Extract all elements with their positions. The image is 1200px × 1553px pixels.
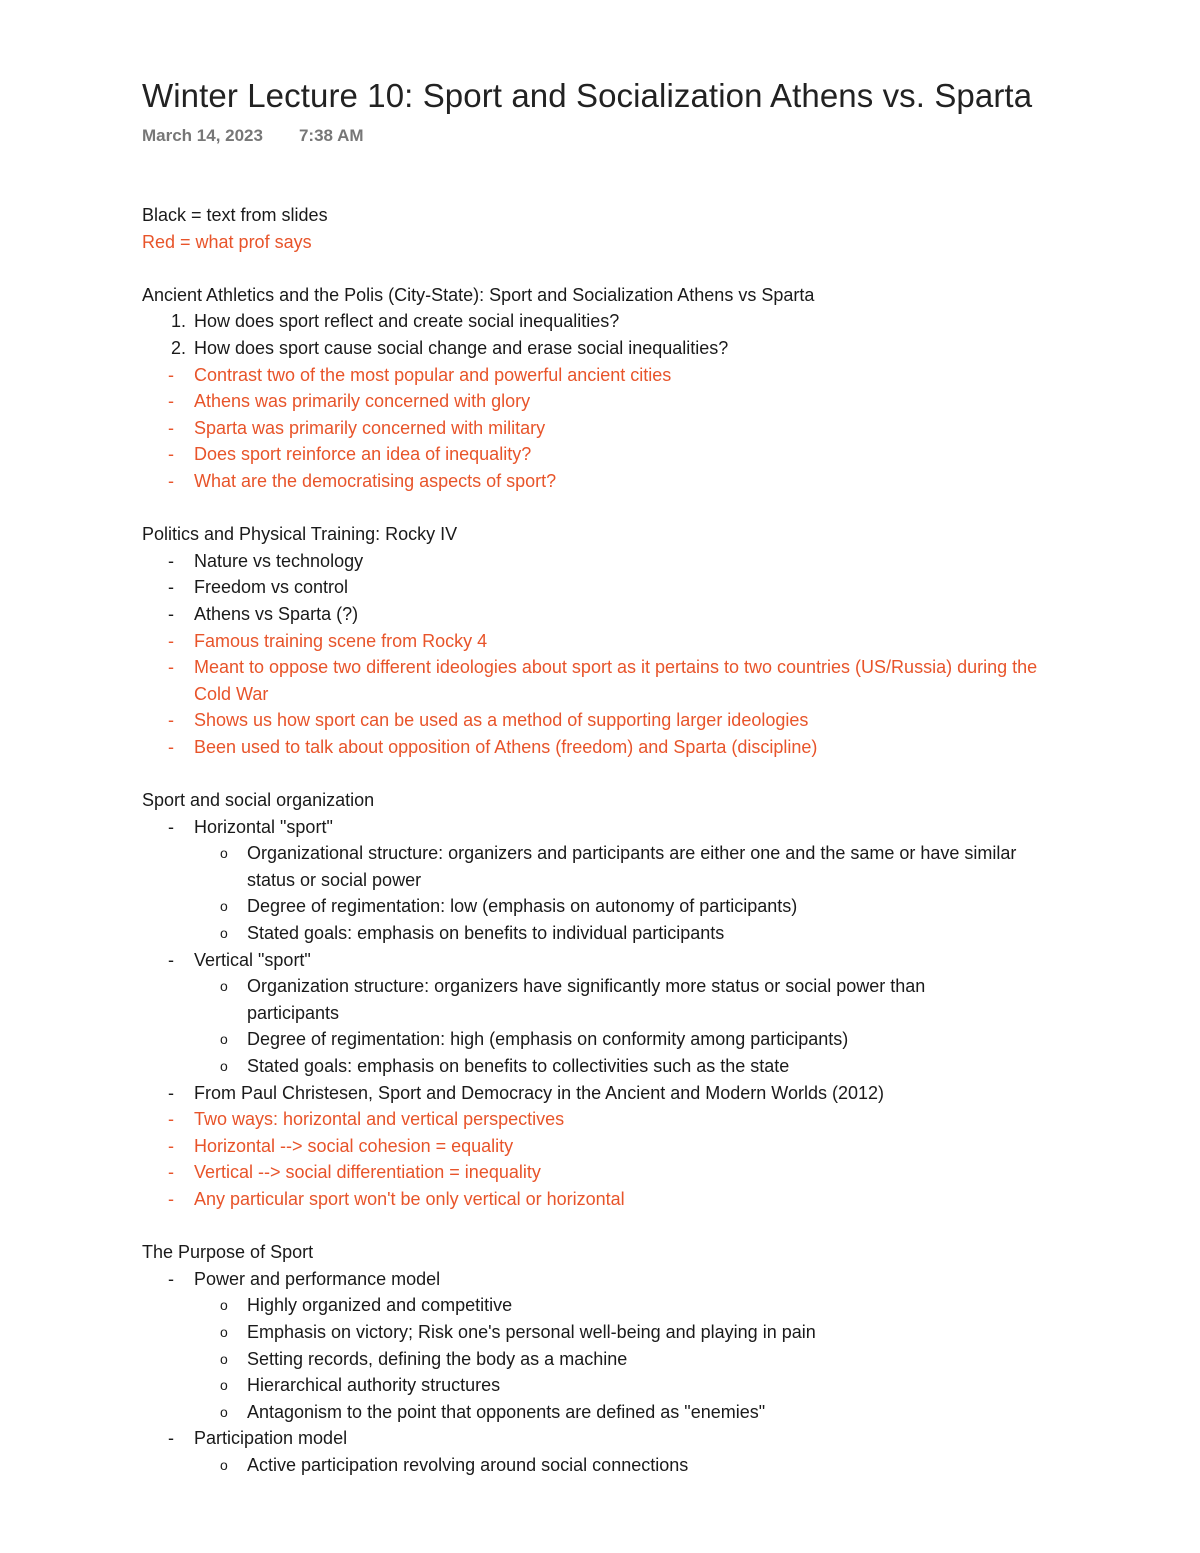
page-title: Winter Lecture 10: Sport and Socialization Athens vs. Sparta [142, 77, 1033, 114]
section-heading: Sport and social organization [142, 790, 375, 811]
prof-note: - Any particular sport won't be only vertical or horizontal [168, 1188, 625, 1209]
bullet-item: - Vertical "sport" [168, 949, 311, 970]
legend-red: Red = what prof says [142, 231, 312, 252]
sub-bullet-item: o Setting records, defining the body as a machine [220, 1348, 628, 1369]
sub-bullet-item: o Highly organized and competitive [220, 1295, 513, 1316]
legend-black: Black = text from slides [142, 205, 328, 225]
bullet-item: - Power and performance model [168, 1268, 441, 1289]
prof-note: - Shows us how sport can be used as a method of supporting larger ideologies [168, 710, 809, 731]
numbered-item: 1. How does sport reflect and create social inequalities? [170, 311, 620, 332]
sub-bullet-item: o Degree of regimentation: high (emphasis on conformity among participants) [220, 1029, 849, 1050]
note-page [142, 76, 1082, 1479]
prof-note: - Vertical --> social differentiation = inequality [168, 1162, 541, 1183]
section-heading: Ancient Athletics and the Polis (City-State): Sport and Socialization Athens vs Sparta [142, 284, 815, 305]
sub-bullet-item: o Antagonism to the point that opponents are defined as "enemies" [220, 1401, 766, 1422]
sub-bullet-item: o Hierarchical authority structures [220, 1375, 501, 1396]
numbered-item: 2. How does sport cause social change and erase social inequalities? [170, 337, 729, 358]
prof-note: - Horizontal --> social cohesion = equality [168, 1135, 514, 1156]
sub-bullet-item: o Organizational structure: organizers and participants are either one and the same or have similar status or social power [220, 843, 1017, 890]
prof-note: - Meant to oppose two different ideologies about sport as it pertains to two countries (US/Russia) during the Cold War [168, 657, 1038, 704]
sub-bullet-item: o Stated goals: emphasis on benefits to collectivities such as the state [220, 1056, 790, 1076]
note-body [142, 202, 1082, 1479]
bullet-item: - From Paul Christesen, Sport and Democracy in the Ancient and Modern Worlds (2012) [168, 1082, 884, 1103]
section-heading: Politics and Physical Training: Rocky IV [142, 524, 458, 545]
sub-bullet-item: o Organization structure: organizers have significantly more status or social power than participants [220, 976, 926, 1023]
prof-note: - Famous training scene from Rocky 4 [168, 630, 488, 651]
sub-bullet-item: o Stated goals: emphasis on benefits to individual participants [220, 923, 725, 944]
prof-note: - What are the democratising aspects of sport? [168, 470, 557, 491]
bullet-item: - Athens vs Sparta (?) [168, 603, 359, 624]
sub-bullet-item: o Emphasis on victory; Risk one's personal well-being and playing in pain [220, 1321, 816, 1342]
bullet-item: - Horizontal "sport" [168, 816, 333, 837]
note-date: March 14, 2023 [142, 126, 263, 145]
bullet-item: - Participation model [168, 1428, 348, 1449]
prof-note: - Sparta was primarily concerned with military [168, 417, 546, 438]
prof-note: - Athens was primarily concerned with glory [168, 391, 531, 412]
bullet-item: - Nature vs technology [168, 550, 364, 571]
prof-note: - Two ways: horizontal and vertical perspectives [168, 1109, 565, 1130]
sub-bullet-item: o Active participation revolving around social connections [220, 1454, 689, 1475]
sub-bullet-item: o Degree of regimentation: low (emphasis on autonomy of participants) [220, 896, 798, 917]
bullet-item: - Freedom vs control [168, 577, 349, 598]
note-time: 7:38 AM [298, 126, 364, 145]
prof-note: - Been used to talk about opposition of Athens (freedom) and Sparta (discipline) [168, 736, 818, 757]
prof-note: - Contrast two of the most popular and powerful ancient cities [168, 364, 672, 385]
note-meta [142, 126, 1082, 152]
prof-note: - Does sport reinforce an idea of inequality? [168, 444, 532, 465]
section-heading: The Purpose of Sport [142, 1242, 314, 1263]
